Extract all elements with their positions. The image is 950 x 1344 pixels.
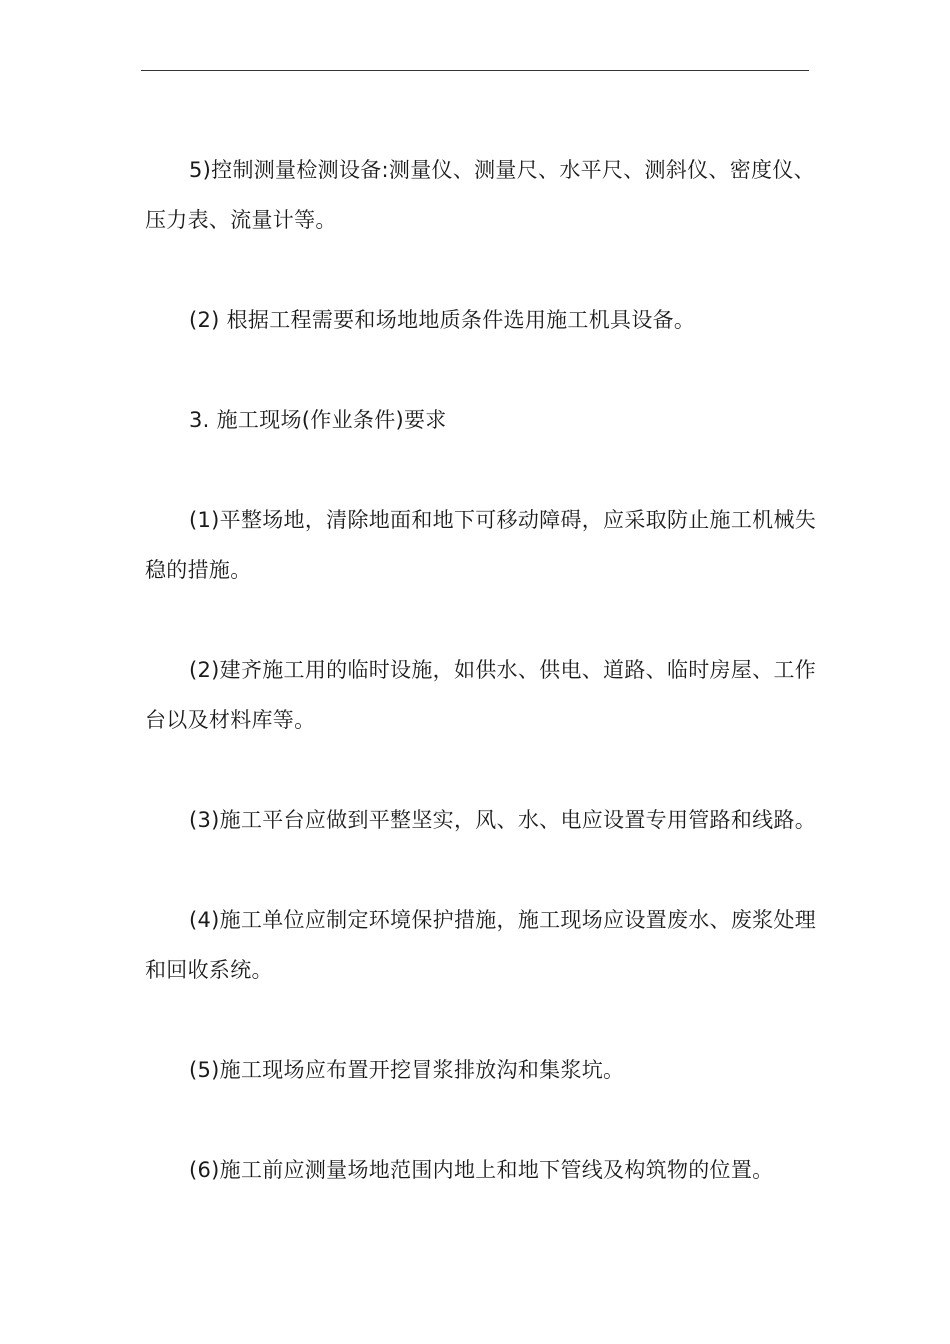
paragraph-survey-pipelines: (6)施工前应测量场地范围内地上和地下管线及构筑物的位置。 <box>189 1158 774 1182</box>
paragraph-measurement-equipment: 5)控制测量检测设备:测量仪、测量尺、水平尺、测斜仪、密度仪、压力表、流量计等。 <box>145 158 815 232</box>
paragraph-construction-platform: (3)施工平台应做到平整坚实，风、水、电应设置专用管路和线路。 <box>189 808 817 832</box>
header-rule <box>141 70 809 71</box>
section-heading-site-requirements: 3. 施工现场(作业条件)要求 <box>189 408 447 432</box>
paragraph-drainage-ditch: (5)施工现场应布置开挖冒浆排放沟和集浆坑。 <box>189 1058 625 1082</box>
paragraph-select-equipment: (2) 根据工程需要和场地地质条件选用施工机具设备。 <box>189 308 696 332</box>
paragraph-level-site: (1)平整场地，清除地面和地下可移动障碍，应采取防止施工机械失稳的措施。 <box>145 508 817 582</box>
paragraph-environmental-protection: (4)施工单位应制定环境保护措施，施工现场应设置废水、废浆处理和回收系统。 <box>145 908 817 982</box>
paragraph-temporary-facilities: (2)建齐施工用的临时设施，如供水、供电、道路、临时房屋、工作台以及材料库等。 <box>145 658 817 732</box>
